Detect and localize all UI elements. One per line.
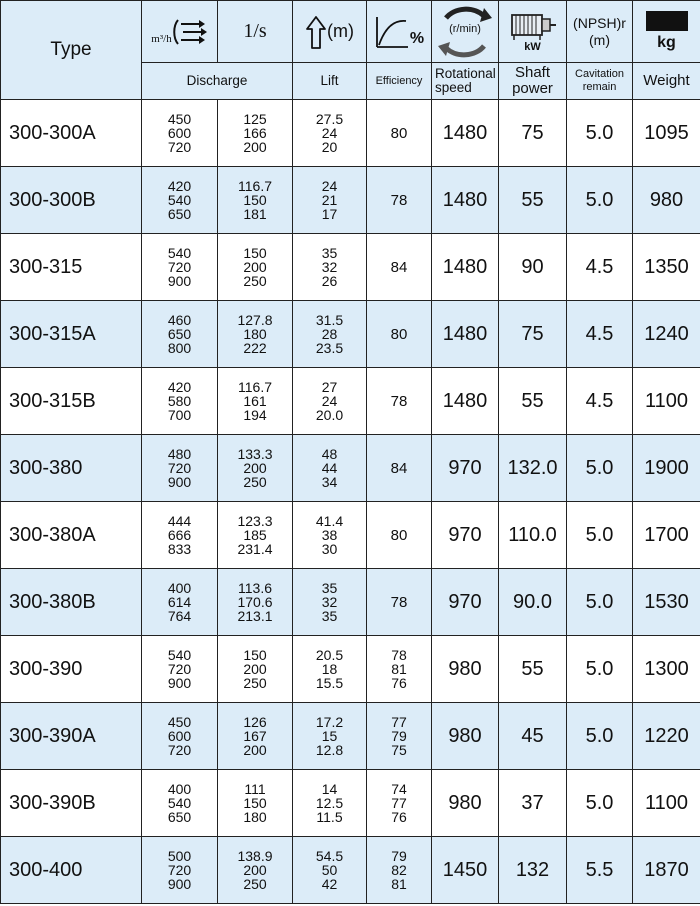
speed-cell: 1480 [432, 301, 499, 368]
lift-cell [293, 636, 367, 703]
discharge-ls-cell-value: 150 [243, 245, 267, 261]
efficiency-cell-value: 74 [391, 781, 407, 797]
weight-label: Weight [633, 63, 700, 100]
discharge-m3h-cell-value: 720 [167, 460, 192, 476]
table-row [1, 100, 700, 167]
efficiency-cell: 78 [367, 167, 432, 234]
table-row [1, 770, 700, 837]
lift-cell-value: 12.5 [315, 795, 344, 811]
efficiency-cell [367, 837, 432, 904]
discharge-ls-cell-value: 170.6 [237, 594, 273, 610]
discharge-m3h-cell [142, 234, 218, 301]
power-label-line1: Shaft [514, 64, 551, 81]
table-row [1, 837, 700, 904]
efficiency-cell: 80 [367, 301, 432, 368]
power-label-line2: power [512, 80, 553, 97]
discharge-ls-cell-value: 113.6 [238, 580, 272, 596]
lift-cell [293, 502, 367, 569]
discharge-ls-cell-value: 181 [243, 206, 267, 222]
weight-block-icon [646, 11, 688, 31]
header-row-units [1, 1, 700, 63]
discharge-m3h-cell-value: 480 [167, 446, 192, 462]
discharge-label: Discharge [142, 63, 293, 100]
lift-cell-value: 50 [321, 862, 338, 878]
discharge-ls-cell-value: 111 [244, 781, 266, 797]
discharge-unit-ls: 1/s [243, 20, 267, 42]
discharge-ls-cell-value: 133.3 [237, 446, 273, 462]
discharge-ls-cell [218, 100, 293, 167]
type-cell: 300-315A [1, 301, 142, 368]
discharge-m3h-cell [142, 837, 218, 904]
weight-cell: 1240 [633, 301, 700, 368]
lift-cell-value: 38 [321, 527, 338, 543]
discharge-ls-cell-value: 250 [243, 675, 267, 691]
discharge-unit-m3h-header [142, 1, 218, 63]
discharge-m3h-cell-value: 420 [167, 178, 192, 194]
lift-cell [293, 837, 367, 904]
speed-cell: 980 [432, 703, 499, 770]
power-cell: 75 [499, 301, 567, 368]
power-cell: 132.0 [499, 435, 567, 502]
weight-cell: 1100 [633, 368, 700, 435]
lift-cell-value: 23.5 [315, 340, 344, 356]
table-row [1, 301, 700, 368]
table-row [1, 703, 700, 770]
discharge-m3h-cell-value: 540 [167, 192, 192, 208]
weight-cell: 1900 [633, 435, 700, 502]
npsh-cell: 4.5 [567, 368, 633, 435]
speed-label [432, 63, 499, 100]
lift-cell-value: 26 [321, 273, 338, 289]
discharge-ls-cell-value: 150 [243, 647, 267, 663]
weight-cell: 1350 [633, 234, 700, 301]
discharge-ls-cell-value: 167 [243, 728, 267, 744]
table-row [1, 502, 700, 569]
efficiency-cell-value: 78 [391, 647, 407, 663]
speed-cell: 1480 [432, 167, 499, 234]
weight-cell: 1300 [633, 636, 700, 703]
npsh-cell: 5.5 [567, 837, 633, 904]
speed-cell: 1480 [432, 100, 499, 167]
lift-cell-value: 24 [321, 393, 338, 409]
discharge-m3h-cell [142, 368, 218, 435]
discharge-m3h-cell-value: 900 [167, 474, 192, 490]
lift-cell-value: 15 [321, 728, 338, 744]
up-arrow-icon [305, 15, 327, 49]
discharge-ls-cell-value: 150 [243, 795, 267, 811]
discharge-m3h-cell-value: 764 [167, 608, 192, 624]
power-cell: 55 [499, 167, 567, 234]
discharge-ls-cell [218, 703, 293, 770]
lift-cell-value: 20 [321, 139, 338, 155]
discharge-m3h-cell-value: 600 [167, 125, 192, 141]
type-cell: 300-380A [1, 502, 142, 569]
efficiency-label: Efficiency [367, 63, 432, 100]
discharge-m3h-cell-value: 500 [167, 848, 192, 864]
lift-cell-value: 24 [321, 178, 338, 194]
lift-cell [293, 234, 367, 301]
lift-cell-value: 32 [321, 594, 338, 610]
discharge-unit-ls-header [218, 1, 293, 63]
discharge-ls-cell [218, 167, 293, 234]
discharge-ls-cell-value: 213.1 [237, 608, 273, 624]
type-cell: 300-380 [1, 435, 142, 502]
discharge-m3h-cell-value: 580 [167, 393, 192, 409]
type-cell: 300-390B [1, 770, 142, 837]
type-cell: 300-400 [1, 837, 142, 904]
speed-cell: 1480 [432, 234, 499, 301]
lift-cell-value: 35 [321, 245, 338, 261]
power-cell: 110.0 [499, 502, 567, 569]
lift-cell-value: 18 [321, 661, 338, 677]
efficiency-cell-value: 75 [391, 742, 407, 758]
lift-cell [293, 167, 367, 234]
type-cell: 300-315B [1, 368, 142, 435]
power-unit-header [499, 1, 567, 63]
efficiency-cell [367, 636, 432, 703]
discharge-unit-m3h: m³/h [151, 32, 172, 45]
type-cell: 300-300B [1, 167, 142, 234]
table-row [1, 435, 700, 502]
discharge-m3h-cell-value: 400 [167, 580, 192, 596]
speed-cell: 980 [432, 770, 499, 837]
lift-cell-value: 27.5 [315, 111, 344, 127]
npsh-cell: 5.0 [567, 569, 633, 636]
efficiency-cell-value: 77 [391, 795, 407, 811]
discharge-ls-cell-value: 180 [243, 809, 267, 825]
lift-cell-value: 11.5 [316, 809, 343, 825]
lift-cell-value: 54.5 [315, 848, 344, 864]
discharge-m3h-cell-value: 720 [167, 742, 192, 758]
lift-cell-value: 32 [321, 259, 338, 275]
npsh-cell: 5.0 [567, 703, 633, 770]
discharge-ls-cell-value: 138.9 [237, 848, 273, 864]
efficiency-cell-value: 82 [391, 862, 407, 878]
discharge-m3h-cell-value: 540 [167, 647, 192, 663]
lift-unit: (m) [327, 21, 354, 41]
npsh-unit: (m) [589, 31, 610, 48]
discharge-ls-cell-value: 180 [243, 326, 267, 342]
efficiency-cell: 84 [367, 435, 432, 502]
npsh-cell: 5.0 [567, 636, 633, 703]
lift-cell-value: 35 [321, 580, 338, 596]
efficiency-cell [367, 703, 432, 770]
cavitation-label-line1: Cavitation [575, 68, 624, 80]
discharge-m3h-cell-value: 614 [167, 594, 192, 610]
discharge-m3h-cell [142, 435, 218, 502]
weight-unit-header [633, 1, 700, 63]
speed-cell: 970 [432, 569, 499, 636]
type-cell: 300-390A [1, 703, 142, 770]
lift-cell [293, 301, 367, 368]
efficiency-cell-value: 77 [391, 714, 407, 730]
power-unit: kW [524, 40, 541, 53]
efficiency-cell [367, 770, 432, 837]
discharge-ls-cell [218, 301, 293, 368]
table-row [1, 167, 700, 234]
efficiency-cell: 80 [367, 100, 432, 167]
discharge-ls-cell [218, 636, 293, 703]
type-cell: 300-300A [1, 100, 142, 167]
discharge-ls-cell-value: 200 [243, 661, 267, 677]
efficiency-cell-value: 76 [391, 809, 407, 825]
discharge-m3h-cell-value: 600 [167, 728, 192, 744]
discharge-ls-cell-value: 116.7 [238, 178, 272, 194]
lift-cell-value: 12.8 [315, 742, 344, 758]
discharge-m3h-cell-value: 720 [167, 862, 192, 878]
speed-cell: 1450 [432, 837, 499, 904]
table-row [1, 636, 700, 703]
discharge-m3h-cell [142, 636, 218, 703]
table-row [1, 569, 700, 636]
weight-unit: kg [657, 34, 676, 51]
npsh-label: (NPSH)r [573, 14, 626, 31]
type-cell: 300-380B [1, 569, 142, 636]
discharge-ls-cell-value: 126 [243, 714, 267, 730]
weight-cell: 1100 [633, 770, 700, 837]
lift-cell-value: 24 [321, 125, 338, 141]
lift-cell-value: 17 [321, 206, 338, 222]
efficiency-cell: 78 [367, 569, 432, 636]
speed-cell: 1480 [432, 368, 499, 435]
lift-cell [293, 435, 367, 502]
lift-cell-value: 14 [321, 781, 338, 797]
cavitation-label [567, 63, 633, 100]
discharge-m3h-cell-value: 450 [167, 111, 192, 127]
discharge-m3h-cell-value: 650 [167, 206, 192, 222]
npsh-cell: 4.5 [567, 234, 633, 301]
lift-cell-value: 28 [321, 326, 338, 342]
speed-unit-header [432, 1, 499, 63]
discharge-m3h-cell-value: 720 [167, 661, 192, 677]
power-cell: 132 [499, 837, 567, 904]
weight-cell: 1870 [633, 837, 700, 904]
power-cell: 45 [499, 703, 567, 770]
efficiency-cell: 80 [367, 502, 432, 569]
efficiency-cell-value: 79 [391, 848, 407, 864]
discharge-ls-cell-value: 222 [243, 340, 267, 356]
discharge-m3h-cell [142, 770, 218, 837]
speed-cell: 970 [432, 435, 499, 502]
efficiency-cell: 78 [367, 368, 432, 435]
lift-label: Lift [293, 63, 367, 100]
discharge-m3h-cell-value: 720 [167, 259, 192, 275]
power-cell: 90 [499, 234, 567, 301]
discharge-ls-cell-value: 250 [243, 474, 267, 490]
discharge-ls-cell-value: 127.8 [237, 312, 273, 328]
discharge-ls-cell-value: 200 [243, 742, 267, 758]
npsh-cell: 5.0 [567, 167, 633, 234]
discharge-m3h-cell-value: 650 [167, 326, 192, 342]
discharge-m3h-cell-value: 700 [167, 407, 192, 423]
lift-cell-value: 27 [321, 379, 338, 395]
discharge-m3h-cell-value: 720 [167, 139, 192, 155]
discharge-ls-cell-value: 200 [243, 139, 267, 155]
efficiency-unit-header [367, 1, 432, 63]
npsh-cell: 5.0 [567, 770, 633, 837]
npsh-cell: 5.0 [567, 100, 633, 167]
weight-cell: 1700 [633, 502, 700, 569]
discharge-ls-cell-value: 231.4 [237, 541, 273, 557]
discharge-ls-cell-value: 150 [243, 192, 267, 208]
discharge-m3h-cell-value: 900 [167, 876, 192, 892]
type-cell: 300-390 [1, 636, 142, 703]
npsh-cell: 5.0 [567, 435, 633, 502]
npsh-cell: 4.5 [567, 301, 633, 368]
type-cell: 300-315 [1, 234, 142, 301]
efficiency-cell: 84 [367, 234, 432, 301]
table-row [1, 234, 700, 301]
discharge-m3h-cell-value: 450 [167, 714, 192, 730]
lift-cell-value: 30 [321, 541, 338, 557]
efficiency-unit: % [409, 29, 425, 47]
lift-cell [293, 569, 367, 636]
lift-cell [293, 770, 367, 837]
speed-label-line2: speed [435, 80, 472, 95]
discharge-ls-cell [218, 234, 293, 301]
discharge-m3h-cell-value: 900 [167, 675, 192, 691]
lift-cell-value: 35 [321, 608, 338, 624]
spec-table-body [1, 100, 700, 904]
discharge-m3h-cell-value: 460 [167, 312, 192, 328]
efficiency-curve-icon [374, 15, 410, 49]
discharge-m3h-cell-value: 400 [167, 781, 192, 797]
discharge-ls-cell [218, 837, 293, 904]
speed-unit: (r/min) [449, 22, 481, 35]
lift-cell-value: 48 [321, 446, 338, 462]
power-cell: 55 [499, 368, 567, 435]
power-cell: 55 [499, 636, 567, 703]
lift-cell-value: 17.2 [315, 714, 344, 730]
discharge-ls-cell-value: 125 [243, 111, 267, 127]
weight-cell: 1220 [633, 703, 700, 770]
speed-label-line1: Rotational [435, 66, 496, 81]
discharge-ls-cell-value: 200 [243, 259, 267, 275]
discharge-ls-cell-value: 200 [243, 460, 267, 476]
flow-arrows-icon [172, 16, 208, 48]
weight-cell: 1530 [633, 569, 700, 636]
discharge-m3h-cell-value: 650 [167, 809, 192, 825]
lift-cell-value: 20.0 [315, 407, 344, 423]
discharge-m3h-cell-value: 420 [167, 379, 192, 395]
power-cell: 90.0 [499, 569, 567, 636]
discharge-m3h-cell-value: 666 [167, 527, 192, 543]
lift-cell-value: 34 [321, 474, 338, 490]
npsh-cell: 5.0 [567, 502, 633, 569]
discharge-m3h-cell-value: 900 [167, 273, 192, 289]
speed-cell: 970 [432, 502, 499, 569]
speed-cell: 980 [432, 636, 499, 703]
power-cell: 75 [499, 100, 567, 167]
discharge-m3h-cell-value: 800 [167, 340, 192, 356]
discharge-ls-cell-value: 161 [243, 393, 267, 409]
discharge-ls-cell-value: 166 [243, 125, 267, 141]
discharge-ls-cell-value: 185 [243, 527, 267, 543]
discharge-ls-cell-value: 200 [243, 862, 267, 878]
discharge-ls-cell-value: 116.7 [238, 379, 272, 395]
cavitation-label-line2: remain [582, 81, 617, 93]
lift-cell-value: 42 [321, 876, 338, 892]
discharge-ls-cell [218, 435, 293, 502]
lift-cell-value: 44 [321, 460, 338, 476]
efficiency-cell-value: 76 [391, 675, 407, 691]
efficiency-cell-value: 81 [391, 661, 407, 677]
lift-cell-value: 41.4 [315, 513, 344, 529]
discharge-m3h-cell-value: 540 [167, 795, 192, 811]
discharge-ls-cell [218, 502, 293, 569]
discharge-m3h-cell [142, 167, 218, 234]
motor-icon [508, 11, 558, 41]
discharge-m3h-cell [142, 301, 218, 368]
discharge-ls-cell-value: 194 [243, 407, 267, 423]
lift-cell-value: 15.5 [315, 675, 344, 691]
discharge-m3h-cell [142, 502, 218, 569]
weight-cell: 1095 [633, 100, 700, 167]
discharge-m3h-cell [142, 100, 218, 167]
lift-cell-value: 21 [321, 192, 338, 208]
lift-cell [293, 703, 367, 770]
type-header: Type [1, 1, 142, 100]
discharge-ls-cell [218, 770, 293, 837]
power-cell: 37 [499, 770, 567, 837]
efficiency-cell-value: 81 [391, 876, 407, 892]
discharge-ls-cell-value: 250 [243, 876, 267, 892]
discharge-ls-cell [218, 569, 293, 636]
discharge-m3h-cell-value: 833 [167, 541, 192, 557]
weight-cell: 980 [633, 167, 700, 234]
power-label [499, 63, 567, 100]
lift-cell [293, 368, 367, 435]
efficiency-cell-value: 79 [391, 728, 407, 744]
discharge-m3h-cell-value: 444 [167, 513, 192, 529]
discharge-ls-cell-value: 250 [243, 273, 267, 289]
lift-cell-value: 20.5 [315, 647, 344, 663]
lift-cell-value: 31.5 [315, 312, 344, 328]
discharge-m3h-cell-value: 540 [167, 245, 192, 261]
lift-cell [293, 100, 367, 167]
discharge-ls-cell [218, 368, 293, 435]
npsh-unit-header [567, 1, 633, 63]
lift-unit-header [293, 1, 367, 63]
discharge-m3h-cell [142, 703, 218, 770]
discharge-ls-cell-value: 123.3 [237, 513, 273, 529]
discharge-m3h-cell [142, 569, 218, 636]
table-row [1, 368, 700, 435]
